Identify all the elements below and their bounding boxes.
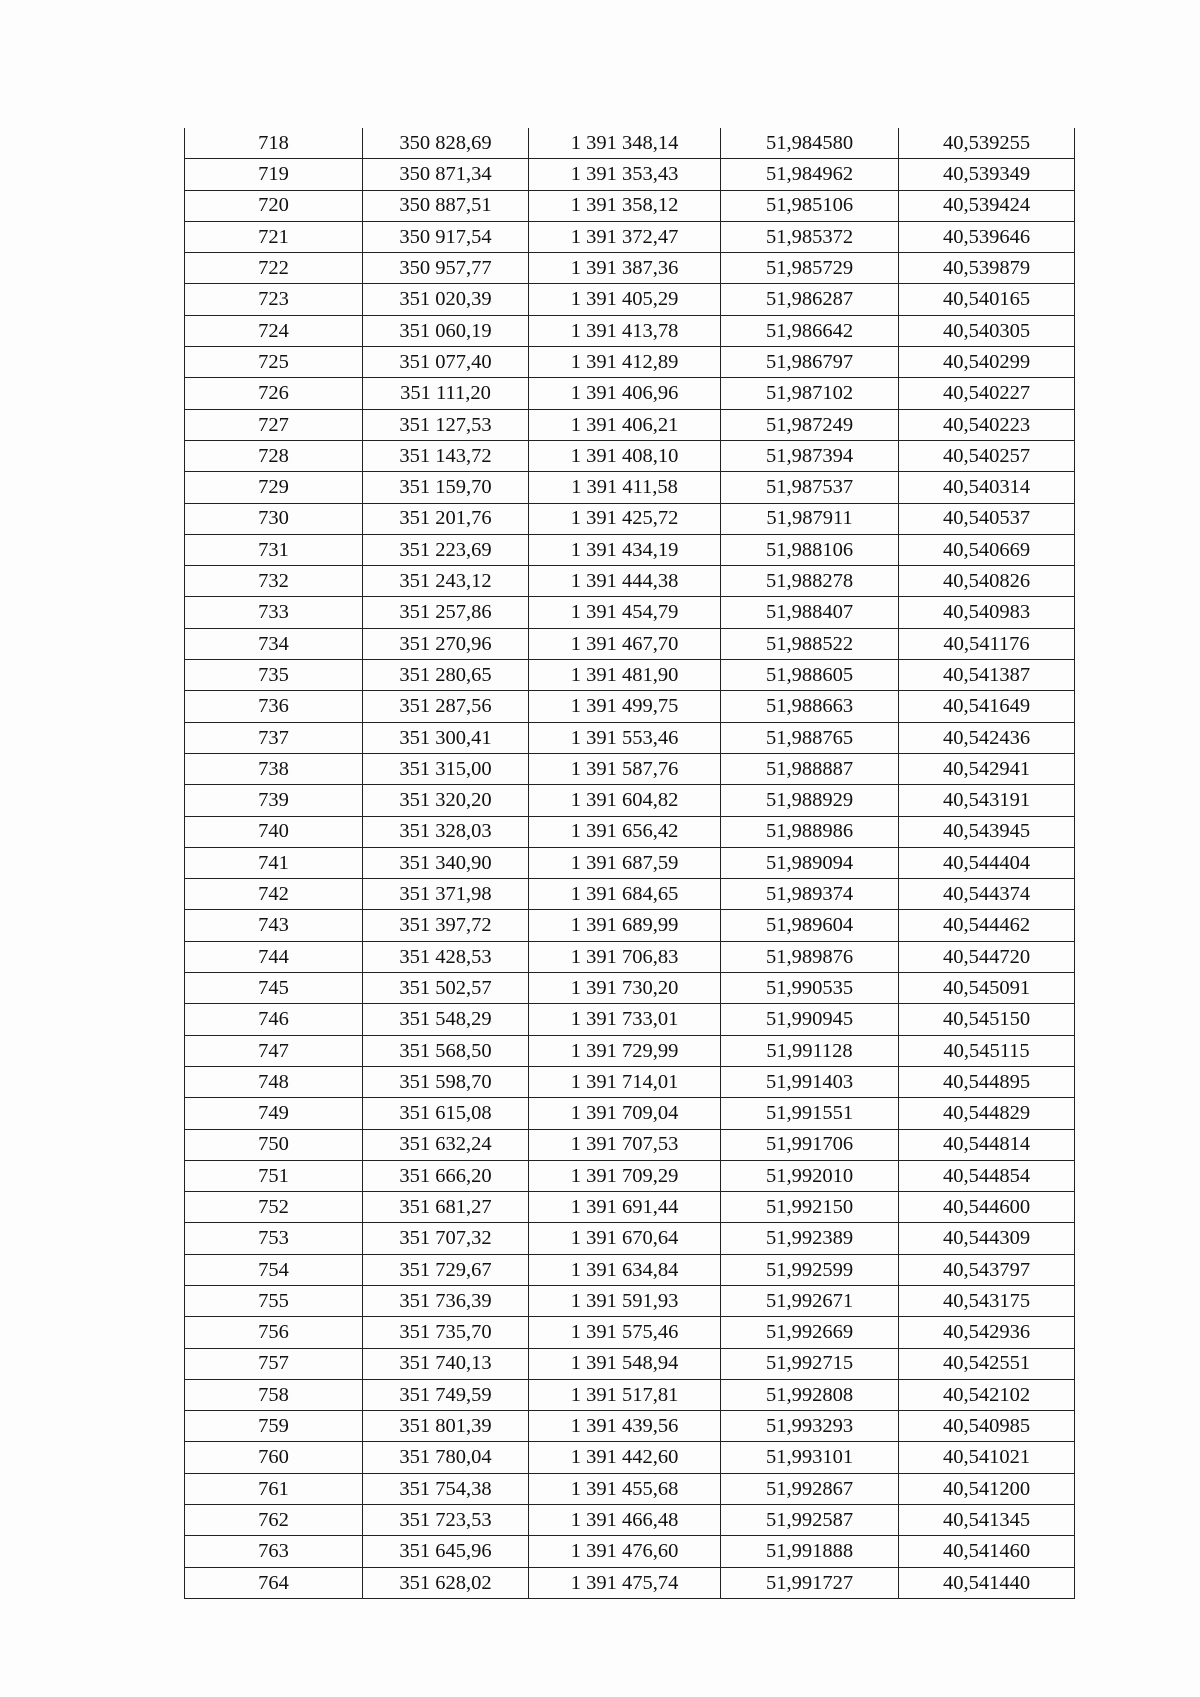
point-number-cell: 730	[185, 503, 363, 534]
latitude-cell: 51,991888	[721, 1536, 899, 1567]
x-coordinate-cell: 351 632,24	[363, 1129, 529, 1160]
x-coordinate-cell: 351 735,70	[363, 1317, 529, 1348]
latitude-cell: 51,992867	[721, 1473, 899, 1504]
table-row	[185, 472, 1075, 503]
table-row	[185, 534, 1075, 565]
latitude-cell: 51,993101	[721, 1442, 899, 1473]
x-coordinate-cell: 351 729,67	[363, 1254, 529, 1285]
y-coordinate-cell: 1 391 442,60	[529, 1442, 721, 1473]
table-row	[185, 221, 1075, 252]
y-coordinate-cell: 1 391 730,20	[529, 973, 721, 1004]
table-row	[185, 1567, 1075, 1598]
point-number-cell: 743	[185, 910, 363, 941]
latitude-cell: 51,987537	[721, 472, 899, 503]
table-row	[185, 190, 1075, 221]
longitude-cell: 40,545115	[899, 1035, 1075, 1066]
table-row	[185, 1223, 1075, 1254]
x-coordinate-cell: 351 397,72	[363, 910, 529, 941]
point-number-cell: 746	[185, 1004, 363, 1035]
longitude-cell: 40,540299	[899, 347, 1075, 378]
longitude-cell: 40,541200	[899, 1473, 1075, 1504]
table-row	[185, 879, 1075, 910]
point-number-cell: 741	[185, 847, 363, 878]
y-coordinate-cell: 1 391 387,36	[529, 253, 721, 284]
latitude-cell: 51,992715	[721, 1348, 899, 1379]
point-number-cell: 732	[185, 566, 363, 597]
y-coordinate-cell: 1 391 466,48	[529, 1505, 721, 1536]
point-number-cell: 749	[185, 1098, 363, 1129]
longitude-cell: 40,540165	[899, 284, 1075, 315]
x-coordinate-cell: 351 077,40	[363, 347, 529, 378]
longitude-cell: 40,544404	[899, 847, 1075, 878]
point-number-cell: 737	[185, 722, 363, 753]
longitude-cell: 40,544462	[899, 910, 1075, 941]
x-coordinate-cell: 351 340,90	[363, 847, 529, 878]
point-number-cell: 763	[185, 1536, 363, 1567]
longitude-cell: 40,540669	[899, 534, 1075, 565]
longitude-cell: 40,541345	[899, 1505, 1075, 1536]
x-coordinate-cell: 350 957,77	[363, 253, 529, 284]
x-coordinate-cell: 350 887,51	[363, 190, 529, 221]
longitude-cell: 40,542936	[899, 1317, 1075, 1348]
point-number-cell: 745	[185, 973, 363, 1004]
y-coordinate-cell: 1 391 499,75	[529, 691, 721, 722]
table-row	[185, 973, 1075, 1004]
point-number-cell: 764	[185, 1567, 363, 1598]
table-row	[185, 816, 1075, 847]
table-row	[185, 409, 1075, 440]
latitude-cell: 51,986287	[721, 284, 899, 315]
x-coordinate-cell: 350 917,54	[363, 221, 529, 252]
table-row	[185, 1473, 1075, 1504]
latitude-cell: 51,988986	[721, 816, 899, 847]
x-coordinate-cell: 351 201,76	[363, 503, 529, 534]
latitude-cell: 51,986642	[721, 315, 899, 346]
y-coordinate-cell: 1 391 729,99	[529, 1035, 721, 1066]
table-row	[185, 284, 1075, 315]
latitude-cell: 51,988929	[721, 785, 899, 816]
point-number-cell: 751	[185, 1160, 363, 1191]
x-coordinate-cell: 351 723,53	[363, 1505, 529, 1536]
latitude-cell: 51,992671	[721, 1285, 899, 1316]
point-number-cell: 748	[185, 1066, 363, 1097]
point-number-cell: 736	[185, 691, 363, 722]
x-coordinate-cell: 351 243,12	[363, 566, 529, 597]
table-row	[185, 597, 1075, 628]
table-row	[185, 722, 1075, 753]
longitude-cell: 40,541649	[899, 691, 1075, 722]
y-coordinate-cell: 1 391 444,38	[529, 566, 721, 597]
y-coordinate-cell: 1 391 670,64	[529, 1223, 721, 1254]
latitude-cell: 51,993293	[721, 1411, 899, 1442]
latitude-cell: 51,987394	[721, 440, 899, 471]
y-coordinate-cell: 1 391 358,12	[529, 190, 721, 221]
x-coordinate-cell: 351 666,20	[363, 1160, 529, 1191]
table-row	[185, 1379, 1075, 1410]
y-coordinate-cell: 1 391 714,01	[529, 1066, 721, 1097]
point-number-cell: 734	[185, 628, 363, 659]
x-coordinate-cell: 351 548,29	[363, 1004, 529, 1035]
latitude-cell: 51,991128	[721, 1035, 899, 1066]
y-coordinate-cell: 1 391 406,96	[529, 378, 721, 409]
x-coordinate-cell: 351 568,50	[363, 1035, 529, 1066]
x-coordinate-cell: 351 749,59	[363, 1379, 529, 1410]
table-row	[185, 785, 1075, 816]
table-row	[185, 128, 1075, 159]
y-coordinate-cell: 1 391 591,93	[529, 1285, 721, 1316]
y-coordinate-cell: 1 391 476,60	[529, 1536, 721, 1567]
y-coordinate-cell: 1 391 455,68	[529, 1473, 721, 1504]
x-coordinate-cell: 351 270,96	[363, 628, 529, 659]
x-coordinate-cell: 351 257,86	[363, 597, 529, 628]
point-number-cell: 718	[185, 128, 363, 159]
point-number-cell: 726	[185, 378, 363, 409]
x-coordinate-cell: 351 428,53	[363, 941, 529, 972]
latitude-cell: 51,988605	[721, 660, 899, 691]
latitude-cell: 51,992669	[721, 1317, 899, 1348]
longitude-cell: 40,544854	[899, 1160, 1075, 1191]
x-coordinate-cell: 351 159,70	[363, 472, 529, 503]
x-coordinate-cell: 350 828,69	[363, 128, 529, 159]
longitude-cell: 40,540985	[899, 1411, 1075, 1442]
table-row	[185, 1536, 1075, 1567]
y-coordinate-cell: 1 391 709,29	[529, 1160, 721, 1191]
y-coordinate-cell: 1 391 689,99	[529, 910, 721, 941]
latitude-cell: 51,988407	[721, 597, 899, 628]
x-coordinate-cell: 351 127,53	[363, 409, 529, 440]
x-coordinate-cell: 351 740,13	[363, 1348, 529, 1379]
table-row	[185, 847, 1075, 878]
latitude-cell: 51,992389	[721, 1223, 899, 1254]
longitude-cell: 40,540257	[899, 440, 1075, 471]
longitude-cell: 40,541440	[899, 1567, 1075, 1598]
point-number-cell: 755	[185, 1285, 363, 1316]
longitude-cell: 40,542551	[899, 1348, 1075, 1379]
x-coordinate-cell: 351 707,32	[363, 1223, 529, 1254]
longitude-cell: 40,542436	[899, 722, 1075, 753]
point-number-cell: 735	[185, 660, 363, 691]
longitude-cell: 40,542102	[899, 1379, 1075, 1410]
y-coordinate-cell: 1 391 405,29	[529, 284, 721, 315]
latitude-cell: 51,990945	[721, 1004, 899, 1035]
x-coordinate-cell: 351 754,38	[363, 1473, 529, 1504]
longitude-cell: 40,541021	[899, 1442, 1075, 1473]
x-coordinate-cell: 351 320,20	[363, 785, 529, 816]
longitude-cell: 40,545150	[899, 1004, 1075, 1035]
y-coordinate-cell: 1 391 408,10	[529, 440, 721, 471]
point-number-cell: 750	[185, 1129, 363, 1160]
table-row	[185, 159, 1075, 190]
coordinates-table-body	[185, 128, 1075, 1598]
x-coordinate-cell: 351 300,41	[363, 722, 529, 753]
x-coordinate-cell: 351 280,65	[363, 660, 529, 691]
table-row	[185, 253, 1075, 284]
longitude-cell: 40,541387	[899, 660, 1075, 691]
longitude-cell: 40,541176	[899, 628, 1075, 659]
table-row	[185, 910, 1075, 941]
y-coordinate-cell: 1 391 481,90	[529, 660, 721, 691]
latitude-cell: 51,986797	[721, 347, 899, 378]
y-coordinate-cell: 1 391 634,84	[529, 1254, 721, 1285]
point-number-cell: 719	[185, 159, 363, 190]
longitude-cell: 40,540227	[899, 378, 1075, 409]
y-coordinate-cell: 1 391 684,65	[529, 879, 721, 910]
latitude-cell: 51,989604	[721, 910, 899, 941]
point-number-cell: 739	[185, 785, 363, 816]
y-coordinate-cell: 1 391 687,59	[529, 847, 721, 878]
x-coordinate-cell: 351 645,96	[363, 1536, 529, 1567]
table-row	[185, 1098, 1075, 1129]
y-coordinate-cell: 1 391 553,46	[529, 722, 721, 753]
latitude-cell: 51,985372	[721, 221, 899, 252]
x-coordinate-cell: 351 371,98	[363, 879, 529, 910]
y-coordinate-cell: 1 391 467,70	[529, 628, 721, 659]
x-coordinate-cell: 351 287,56	[363, 691, 529, 722]
longitude-cell: 40,540223	[899, 409, 1075, 440]
point-number-cell: 723	[185, 284, 363, 315]
y-coordinate-cell: 1 391 439,56	[529, 1411, 721, 1442]
longitude-cell: 40,543175	[899, 1285, 1075, 1316]
longitude-cell: 40,543945	[899, 816, 1075, 847]
longitude-cell: 40,539879	[899, 253, 1075, 284]
longitude-cell: 40,539349	[899, 159, 1075, 190]
table-row	[185, 691, 1075, 722]
point-number-cell: 725	[185, 347, 363, 378]
y-coordinate-cell: 1 391 548,94	[529, 1348, 721, 1379]
table-row	[185, 1035, 1075, 1066]
y-coordinate-cell: 1 391 412,89	[529, 347, 721, 378]
table-row	[185, 628, 1075, 659]
latitude-cell: 51,991727	[721, 1567, 899, 1598]
point-number-cell: 727	[185, 409, 363, 440]
y-coordinate-cell: 1 391 706,83	[529, 941, 721, 972]
latitude-cell: 51,991403	[721, 1066, 899, 1097]
x-coordinate-cell: 351 143,72	[363, 440, 529, 471]
latitude-cell: 51,988522	[721, 628, 899, 659]
x-coordinate-cell: 351 615,08	[363, 1098, 529, 1129]
point-number-cell: 759	[185, 1411, 363, 1442]
y-coordinate-cell: 1 391 454,79	[529, 597, 721, 628]
x-coordinate-cell: 350 871,34	[363, 159, 529, 190]
table-row	[185, 378, 1075, 409]
point-number-cell: 758	[185, 1379, 363, 1410]
point-number-cell: 756	[185, 1317, 363, 1348]
latitude-cell: 51,992587	[721, 1505, 899, 1536]
point-number-cell: 724	[185, 315, 363, 346]
x-coordinate-cell: 351 628,02	[363, 1567, 529, 1598]
x-coordinate-cell: 351 315,00	[363, 753, 529, 784]
longitude-cell: 40,541460	[899, 1536, 1075, 1567]
longitude-cell: 40,544814	[899, 1129, 1075, 1160]
x-coordinate-cell: 351 801,39	[363, 1411, 529, 1442]
table-row	[185, 1004, 1075, 1035]
y-coordinate-cell: 1 391 691,44	[529, 1192, 721, 1223]
longitude-cell: 40,544829	[899, 1098, 1075, 1129]
y-coordinate-cell: 1 391 604,82	[529, 785, 721, 816]
latitude-cell: 51,988663	[721, 691, 899, 722]
x-coordinate-cell: 351 111,20	[363, 378, 529, 409]
y-coordinate-cell: 1 391 353,43	[529, 159, 721, 190]
x-coordinate-cell: 351 328,03	[363, 816, 529, 847]
x-coordinate-cell: 351 598,70	[363, 1066, 529, 1097]
latitude-cell: 51,989374	[721, 879, 899, 910]
point-number-cell: 733	[185, 597, 363, 628]
latitude-cell: 51,984962	[721, 159, 899, 190]
y-coordinate-cell: 1 391 517,81	[529, 1379, 721, 1410]
coordinates-table	[184, 128, 1075, 1599]
point-number-cell: 753	[185, 1223, 363, 1254]
latitude-cell: 51,991706	[721, 1129, 899, 1160]
latitude-cell: 51,985106	[721, 190, 899, 221]
y-coordinate-cell: 1 391 575,46	[529, 1317, 721, 1348]
table-row	[185, 660, 1075, 691]
x-coordinate-cell: 351 502,57	[363, 973, 529, 1004]
longitude-cell: 40,545091	[899, 973, 1075, 1004]
y-coordinate-cell: 1 391 425,72	[529, 503, 721, 534]
table-row	[185, 1442, 1075, 1473]
table-row	[185, 1254, 1075, 1285]
latitude-cell: 51,992150	[721, 1192, 899, 1223]
table-row	[185, 1505, 1075, 1536]
point-number-cell: 747	[185, 1035, 363, 1066]
table-row	[185, 753, 1075, 784]
point-number-cell: 752	[185, 1192, 363, 1223]
latitude-cell: 51,992010	[721, 1160, 899, 1191]
x-coordinate-cell: 351 223,69	[363, 534, 529, 565]
latitude-cell: 51,984580	[721, 128, 899, 159]
table-row	[185, 941, 1075, 972]
y-coordinate-cell: 1 391 475,74	[529, 1567, 721, 1598]
point-number-cell: 738	[185, 753, 363, 784]
point-number-cell: 742	[185, 879, 363, 910]
y-coordinate-cell: 1 391 413,78	[529, 315, 721, 346]
longitude-cell: 40,543191	[899, 785, 1075, 816]
longitude-cell: 40,544309	[899, 1223, 1075, 1254]
table-row	[185, 1192, 1075, 1223]
longitude-cell: 40,543797	[899, 1254, 1075, 1285]
table-row	[185, 315, 1075, 346]
y-coordinate-cell: 1 391 707,53	[529, 1129, 721, 1160]
y-coordinate-cell: 1 391 348,14	[529, 128, 721, 159]
point-number-cell: 720	[185, 190, 363, 221]
latitude-cell: 51,988765	[721, 722, 899, 753]
table-row	[185, 347, 1075, 378]
latitude-cell: 51,988887	[721, 753, 899, 784]
point-number-cell: 757	[185, 1348, 363, 1379]
y-coordinate-cell: 1 391 709,04	[529, 1098, 721, 1129]
x-coordinate-cell: 351 681,27	[363, 1192, 529, 1223]
table-row	[185, 1285, 1075, 1316]
longitude-cell: 40,544374	[899, 879, 1075, 910]
table-row	[185, 1129, 1075, 1160]
x-coordinate-cell: 351 060,19	[363, 315, 529, 346]
x-coordinate-cell: 351 736,39	[363, 1285, 529, 1316]
y-coordinate-cell: 1 391 733,01	[529, 1004, 721, 1035]
longitude-cell: 40,539646	[899, 221, 1075, 252]
longitude-cell: 40,539255	[899, 128, 1075, 159]
longitude-cell: 40,540314	[899, 472, 1075, 503]
point-number-cell: 728	[185, 440, 363, 471]
table-row	[185, 503, 1075, 534]
y-coordinate-cell: 1 391 434,19	[529, 534, 721, 565]
longitude-cell: 40,544895	[899, 1066, 1075, 1097]
latitude-cell: 51,991551	[721, 1098, 899, 1129]
point-number-cell: 754	[185, 1254, 363, 1285]
latitude-cell: 51,992808	[721, 1379, 899, 1410]
point-number-cell: 762	[185, 1505, 363, 1536]
latitude-cell: 51,989094	[721, 847, 899, 878]
longitude-cell: 40,540305	[899, 315, 1075, 346]
y-coordinate-cell: 1 391 406,21	[529, 409, 721, 440]
point-number-cell: 761	[185, 1473, 363, 1504]
longitude-cell: 40,540537	[899, 503, 1075, 534]
point-number-cell: 744	[185, 941, 363, 972]
table-row	[185, 1317, 1075, 1348]
latitude-cell: 51,988106	[721, 534, 899, 565]
longitude-cell: 40,540983	[899, 597, 1075, 628]
x-coordinate-cell: 351 780,04	[363, 1442, 529, 1473]
y-coordinate-cell: 1 391 411,58	[529, 472, 721, 503]
point-number-cell: 740	[185, 816, 363, 847]
table-row	[185, 566, 1075, 597]
latitude-cell: 51,985729	[721, 253, 899, 284]
longitude-cell: 40,544720	[899, 941, 1075, 972]
latitude-cell: 51,988278	[721, 566, 899, 597]
table-row	[185, 1348, 1075, 1379]
point-number-cell: 721	[185, 221, 363, 252]
table-row	[185, 1066, 1075, 1097]
longitude-cell: 40,540826	[899, 566, 1075, 597]
point-number-cell: 722	[185, 253, 363, 284]
latitude-cell: 51,990535	[721, 973, 899, 1004]
longitude-cell: 40,542941	[899, 753, 1075, 784]
table-row	[185, 440, 1075, 471]
latitude-cell: 51,989876	[721, 941, 899, 972]
latitude-cell: 51,987102	[721, 378, 899, 409]
y-coordinate-cell: 1 391 587,76	[529, 753, 721, 784]
point-number-cell: 729	[185, 472, 363, 503]
latitude-cell: 51,992599	[721, 1254, 899, 1285]
y-coordinate-cell: 1 391 656,42	[529, 816, 721, 847]
longitude-cell: 40,539424	[899, 190, 1075, 221]
longitude-cell: 40,544600	[899, 1192, 1075, 1223]
point-number-cell: 731	[185, 534, 363, 565]
table-row	[185, 1160, 1075, 1191]
table-row	[185, 1411, 1075, 1442]
latitude-cell: 51,987249	[721, 409, 899, 440]
x-coordinate-cell: 351 020,39	[363, 284, 529, 315]
latitude-cell: 51,987911	[721, 503, 899, 534]
point-number-cell: 760	[185, 1442, 363, 1473]
y-coordinate-cell: 1 391 372,47	[529, 221, 721, 252]
